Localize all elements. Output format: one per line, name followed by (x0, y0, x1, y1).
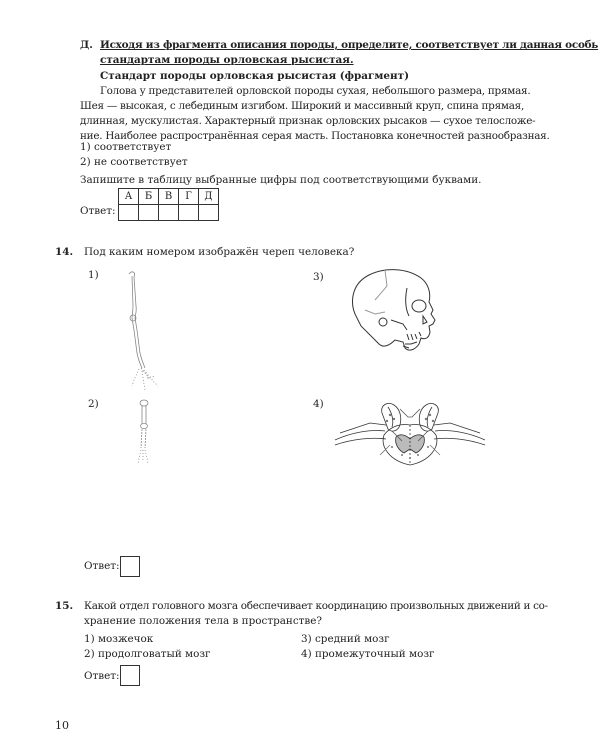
q14-number: 14. (55, 246, 74, 258)
page-number: 10 (55, 719, 69, 732)
standard-title: Стандарт породы орловская рысистая (фрагмент) (100, 70, 409, 82)
answer-cell[interactable] (119, 205, 139, 221)
q14-label-3: 3) (313, 271, 324, 283)
answer-table[interactable] (118, 188, 219, 221)
q15-answer-box[interactable] (120, 665, 140, 686)
q15-text-line2: хранение положения тела в пространстве? (84, 615, 322, 627)
q14-text: Под каким номером изображён череп человека? (84, 246, 355, 258)
human-skull-image (345, 266, 445, 358)
answer-table-header: В (159, 189, 179, 205)
task-d-question-line1: Исходя из фрагмента описания породы, определите, соответствует ли данная особь (100, 39, 599, 51)
standard-text-line: длинная, мускулистая. Характерный признак орловских рысаков — сухое телосложе- (80, 115, 536, 127)
standard-text-line: ние. Наиболее распространённая серая масть. Постановка конечностей разнообразная. (80, 130, 550, 142)
answer-table-header: Д (199, 189, 219, 205)
task-d-question-line2: стандартам породы орловская рысистая. (100, 54, 354, 66)
standard-text (80, 84, 550, 144)
spinal-cord-section-image (330, 395, 490, 470)
bird-leg-bone-image (120, 268, 170, 393)
answer-table-header: Г (179, 189, 199, 205)
answer-cell[interactable] (179, 205, 199, 221)
standard-text-line: Шея — высокая, с лебединым изгибом. Широкий и массивный круп, спина прямая, (80, 100, 525, 112)
task-d-answer-label: Ответ: (80, 205, 116, 217)
answer-table-header-row (119, 189, 219, 205)
bone-column-image (128, 398, 162, 466)
answer-table-header: А (119, 189, 139, 205)
answer-cell[interactable] (199, 205, 219, 221)
task-d-instruction: Запишите в таблицу выбранные цифры под соответствующими буквами. (80, 174, 482, 186)
q15-option-2: 2) продолговатый мозг (84, 648, 211, 660)
q15-option-3: 3) средний мозг (301, 633, 390, 645)
q15-text-line1: Какой отдел головного мозга обеспечивает координацию произвольных движений и со- (84, 600, 548, 612)
standard-text-line: Голова у представителей орловской породы сухая, небольшого размера, прямая. (100, 85, 531, 97)
q14-answer-box[interactable] (120, 556, 140, 577)
answer-cell[interactable] (159, 205, 179, 221)
task-d-option-2: 2) не соответствует (80, 156, 188, 168)
q14-label-4: 4) (313, 398, 324, 410)
q14-label-2: 2) (88, 398, 99, 410)
q15-answer-label: Ответ: (84, 670, 120, 682)
answer-table-header: Б (139, 189, 159, 205)
q15-number: 15. (55, 600, 74, 612)
answer-cell[interactable] (139, 205, 159, 221)
q14-answer-label: Ответ: (84, 560, 120, 572)
task-d-option-1: 1) соответствует (80, 141, 172, 153)
answer-table-input-row[interactable] (119, 205, 219, 221)
task-d-prefix: Д. (80, 39, 93, 51)
q15-option-1: 1) мозжечок (84, 633, 154, 645)
q14-label-1: 1) (88, 269, 99, 281)
q15-option-4: 4) промежуточный мозг (301, 648, 435, 660)
